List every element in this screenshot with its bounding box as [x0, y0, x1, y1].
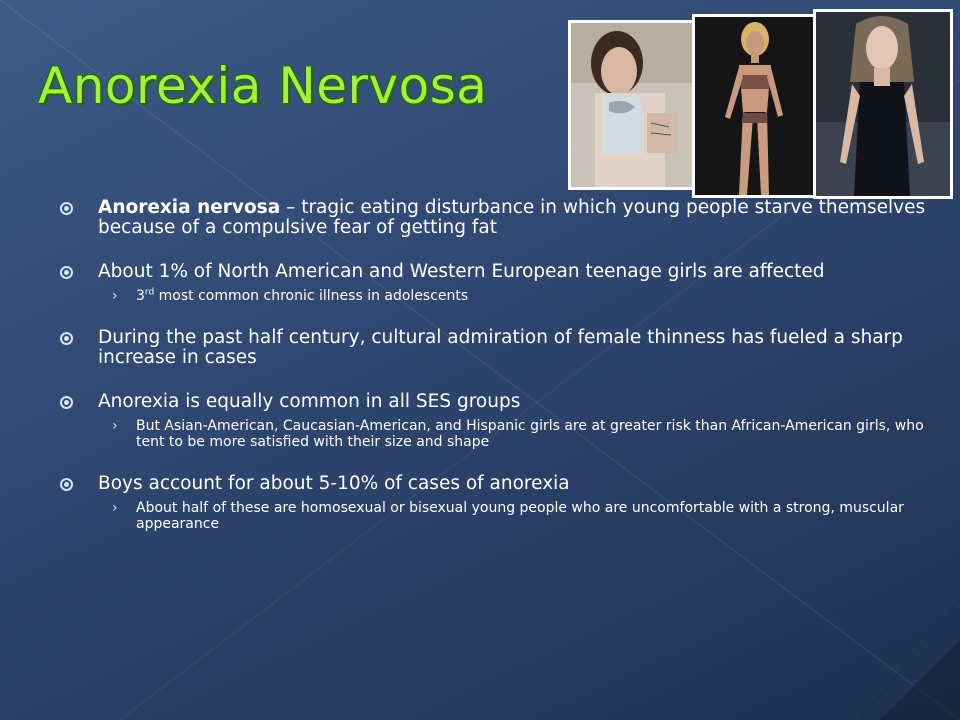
photo-thin-model-dark-dress — [813, 9, 953, 199]
bullet-definition: – tragic eating disturbance in which young people starve themselves because of a compulsive fear of getting fat — [98, 197, 926, 238]
bullet-item — [60, 474, 930, 532]
photo-thin-model-dark-dress-icon — [816, 12, 950, 196]
bullet-text: Anorexia is equally common in all SES groups — [98, 391, 521, 412]
sub-bullet-text: most common chronic illness in adolescents — [154, 288, 469, 304]
bullet-item — [60, 262, 930, 304]
photo-thin-model-runway-icon — [695, 17, 813, 195]
bullet-marker-icon — [60, 396, 73, 409]
sub-bullet-ordinal-suffix: rd — [144, 287, 155, 298]
bullet-item — [60, 392, 930, 450]
chevron-right-icon: › — [112, 418, 118, 434]
photo-girl-measuring-tape-icon — [571, 23, 693, 187]
bullet-bold-term: Anorexia nervosa — [98, 197, 281, 218]
bullet-item — [60, 328, 930, 368]
bullet-text: During the past half century, cultural admiration of female thinness has fueled a sharp increase in cases — [98, 327, 903, 368]
sub-bullet — [98, 500, 930, 532]
slide-title: Anorexia Nervosa — [38, 57, 488, 115]
bullet-text — [98, 198, 930, 238]
chevron-right-icon: › — [112, 288, 118, 304]
bullet-text: Boys account for about 5-10% of cases of anorexia — [98, 473, 570, 494]
bullet-marker-icon — [60, 478, 73, 491]
bullet-marker-icon — [60, 202, 73, 215]
bullet-text: About 1% of North American and Western European teenage girls are affected — [98, 261, 825, 282]
bullet-item — [60, 198, 930, 238]
sub-bullet — [98, 418, 930, 450]
sub-bullet-text: But Asian-American, Caucasian-American, and Hispanic girls are at greater risk than African-American girls, who tent to be more satisfied with their size and shape — [136, 418, 924, 450]
bullet-marker-icon — [60, 332, 73, 345]
photo-girl-measuring-tape — [568, 20, 696, 190]
bullet-list — [60, 198, 930, 556]
photo-thin-model-runway — [692, 14, 816, 198]
sub-bullet-text: About half of these are homosexual or bisexual young people who are uncomfortable with a strong, muscular appearance — [136, 500, 904, 532]
sub-bullet — [98, 288, 930, 304]
sub-bullet-ordinal: 3 — [136, 288, 145, 304]
chevron-right-icon: › — [112, 500, 118, 516]
bullet-marker-icon — [60, 266, 73, 279]
